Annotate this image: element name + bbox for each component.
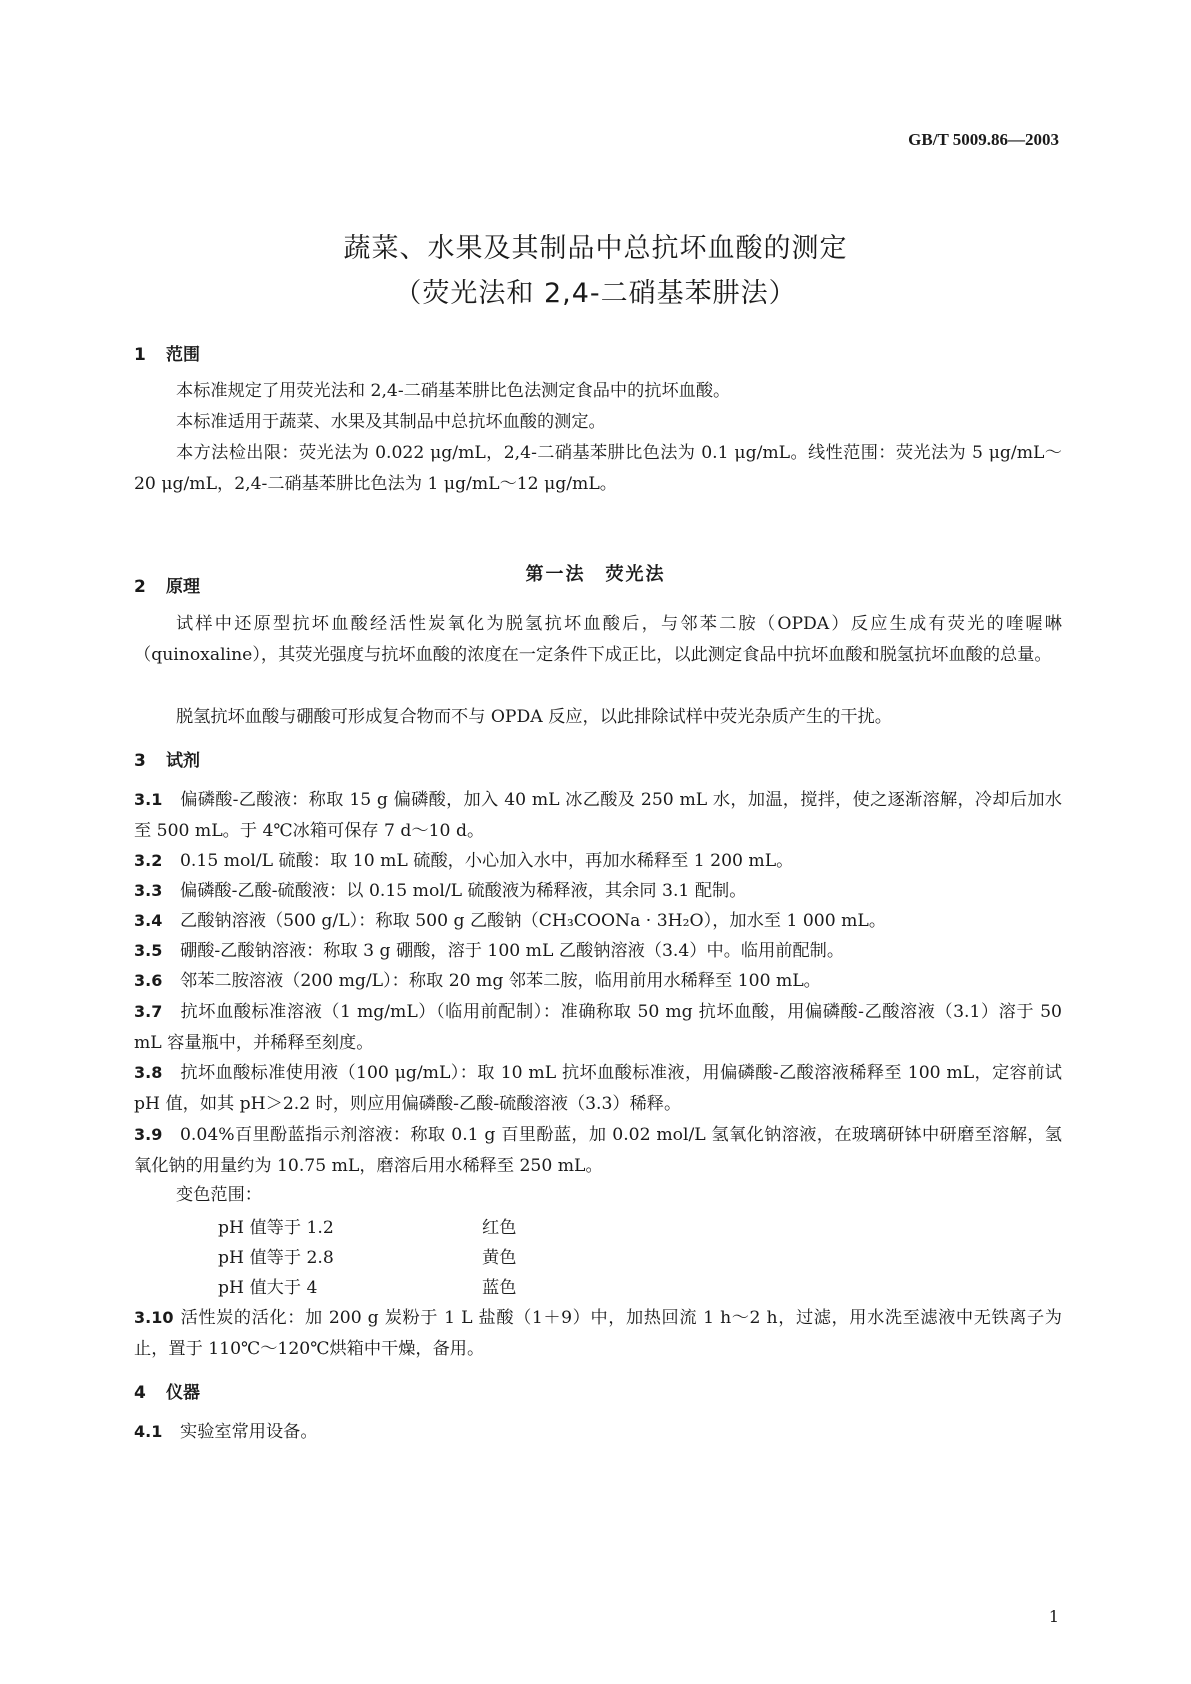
clause-text: 偏磷酸-乙酸-硫酸液：以 0.15 mol/L 硫酸液为稀释液，其余同 3.1 配制。 [180, 881, 747, 901]
section-title: 仪器 [166, 1383, 200, 1403]
reagent-clause [134, 935, 1062, 967]
clause-text: 硼酸-乙酸钠溶液：称取 3 g 硼酸，溶于 100 mL 乙酸钠溶液（3.4）中。临用前配制。 [180, 941, 845, 961]
indicator-color: 黄色 [482, 1248, 517, 1268]
reagent-clause [134, 845, 1062, 877]
reagent-clause [134, 784, 1062, 847]
clause-number: 4.1 [134, 1422, 163, 1441]
clause-number: 3.1 [134, 790, 163, 809]
document-title: 蔬菜、水果及其制品中总抗坏血酸的测定 [343, 233, 848, 264]
ph-condition: pH 值大于 4 [218, 1278, 318, 1298]
ph-condition: pH 值等于 1.2 [218, 1218, 334, 1238]
principle-paragraph-2: 脱氢抗坏血酸与硼酸可形成复合物而不与 OPDA 反应，以此排除试样中荧光杂质产生的干扰。 [176, 707, 892, 727]
method-one-heading: 第一法 荧光法 [525, 564, 666, 585]
reagent-clause [134, 1119, 1062, 1182]
principle-paragraph-1: 试样中还原型抗坏血酸经活性炭氧化为脱氢抗坏血酸后，与邻苯二胺（OPDA）反应生成有荧光的喹喔啉（quinoxaline），其荧光强度与抗坏血酸的浓度在一定条件下成正比，以此测定食品中抗坏血酸和脱氢抗坏血酸的总量。 [134, 614, 1062, 665]
clause-number: 3.6 [134, 971, 163, 990]
scope-paragraph-3: 本方法检出限：荧光法为 0.022 μg/mL，2,4-二硝基苯肼比色法为 0.1 μg/mL。线性范围：荧光法为 5 μg/mL～20 μg/mL，2,4-二硝基苯肼比色法为 1 μg/mL～12 μg/mL。 [134, 443, 1062, 494]
reagent-clause [134, 1302, 1062, 1365]
clause-text: 乙酸钠溶液（500 g/L）：称取 500 g 乙酸钠（CH₃COONa · 3H₂O），加水至 1 000 mL。 [180, 911, 887, 931]
section-title: 原理 [166, 577, 200, 597]
ph-condition: pH 值等于 2.8 [218, 1248, 334, 1268]
clause-number: 3.3 [134, 881, 163, 900]
section-1-heading [134, 340, 200, 365]
clause-number: 3.7 [134, 1002, 163, 1021]
section-title: 试剂 [166, 751, 200, 771]
clause-number: 3.9 [134, 1125, 163, 1144]
section-number: 2 [134, 577, 146, 597]
clause-number: 3.2 [134, 851, 163, 870]
reagent-clause [134, 875, 1062, 907]
reagent-clause [134, 996, 1062, 1059]
standard-code: GB/T 5009.86—2003 [908, 130, 1059, 149]
clause-number: 3.5 [134, 941, 163, 960]
scope-paragraph-2: 本标准适用于蔬菜、水果及其制品中总抗坏血酸的测定。 [176, 412, 606, 432]
clause-text: 0.04%百里酚蓝指示剂溶液：称取 0.1 g 百里酚蓝，加 0.02 mol/L 氢氧化钠溶液，在玻璃研钵中研磨至溶解，氢氧化钠的用量约为 10.75 mL，磨溶后用水稀释至 250 mL。 [134, 1125, 1062, 1176]
scope-paragraph-1: 本标准规定了用荧光法和 2,4-二硝基苯肼比色法测定食品中的抗坏血酸。 [176, 381, 731, 401]
clause-text: 0.15 mol/L 硫酸：取 10 mL 硫酸，小心加入水中，再加水稀释至 1 200 mL。 [180, 851, 794, 871]
clause-text: 活性炭的活化：加 200 g 炭粉于 1 L 盐酸（1＋9）中，加热回流 1 h～2 h，过滤，用水洗至滤液中无铁离子为止，置于 110℃～120℃烘箱中干燥，备用。 [134, 1308, 1062, 1359]
section-title: 范围 [166, 345, 200, 365]
indicator-color: 红色 [482, 1218, 517, 1238]
reagent-clause [134, 905, 1062, 937]
clause-number: 3.4 [134, 911, 163, 930]
section-number: 1 [134, 345, 146, 365]
section-3-heading [134, 746, 200, 771]
clause-text: 抗坏血酸标准溶液（1 mg/mL）（临用前配制）：准确称取 50 mg 抗坏血酸，用偏磷酸-乙酸溶液（3.1）溶于 50 mL 容量瓶中，并稀释至刻度。 [134, 1002, 1062, 1053]
instrument-clause [134, 1416, 1062, 1448]
clause-number: 3.10 [134, 1308, 174, 1327]
document-subtitle: （荧光法和 2,4-二硝基苯肼法） [394, 278, 797, 309]
color-range-label: 变色范围： [176, 1185, 262, 1205]
clause-number: 3.8 [134, 1063, 163, 1082]
section-4-heading [134, 1378, 200, 1403]
indicator-color: 蓝色 [482, 1278, 517, 1298]
clause-text: 实验室常用设备。 [180, 1422, 318, 1442]
section-number: 3 [134, 751, 146, 771]
page-number: 1 [1048, 1607, 1059, 1626]
clause-text: 抗坏血酸标准使用液（100 μg/mL）：取 10 mL 抗坏血酸标准液，用偏磷酸-乙酸溶液稀释至 100 mL，定容前试 pH 值，如其 pH＞2.2 时，则应用偏磷酸-乙酸-硫酸溶液（3.3）稀释。 [134, 1063, 1062, 1114]
section-2-heading [134, 572, 200, 597]
clause-text: 偏磷酸-乙酸液：称取 15 g 偏磷酸，加入 40 mL 冰乙酸及 250 mL 水，加温，搅拌，使之逐渐溶解，冷却后加水至 500 mL。于 4℃冰箱可保存 7 d～10 d。 [134, 790, 1062, 841]
section-number: 4 [134, 1383, 146, 1403]
reagent-clause [134, 1057, 1062, 1120]
clause-text: 邻苯二胺溶液（200 mg/L）：称取 20 mg 邻苯二胺，临用前用水稀释至 100 mL。 [180, 971, 821, 991]
reagent-clause [134, 965, 1062, 997]
